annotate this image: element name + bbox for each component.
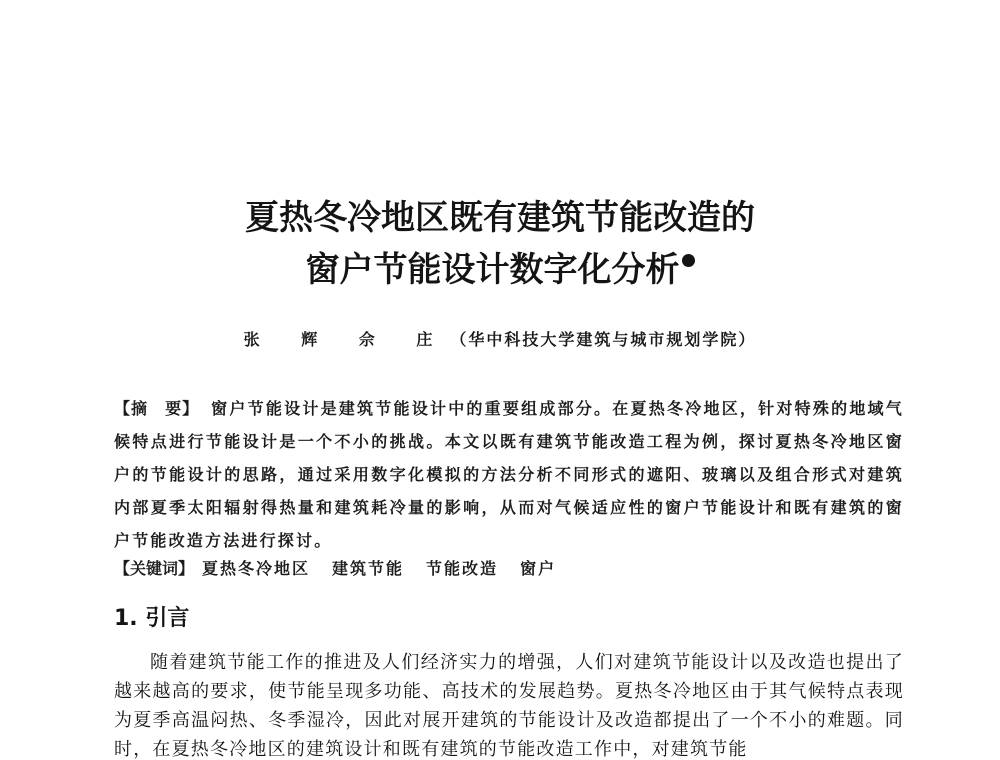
title-line-1 [0,196,1000,240]
title-line-2-text: 窗户节能设计数字化分析 [305,250,680,290]
keywords-label: 【关键词】 [114,559,195,578]
footnote-marker-icon [682,254,695,267]
title-line-1-text: 夏热冬冷地区既有建筑节能改造的 [245,198,755,238]
title-line-2 [0,248,1000,292]
keyword-item: 建筑节能 [332,559,405,578]
author-names: 张 辉 佘 庄 [243,330,451,349]
abstract-text: 窗户节能设计是建筑节能设计中的重要组成部分。在夏热冬冷地区，针对特殊的地域气候特点进行节能设计是一个不小的挑战。本文以既有建筑节能改造工程为例，探讨夏热冬冷地区窗户的节能设计的思路，通过采用数字化模拟的方法分析不同形式的遮阳、玻璃以及组合形式对建筑内部夏季太阳辐射得热量和建筑耗冷量的影响，从而对气候适应性的窗户节能设计和既有建筑的窗户节能改造方法进行探讨。 [114,399,904,550]
section-heading-introduction: 1. 引言 [114,606,190,631]
author-affiliation: （华中科技大学建筑与城市规划学院） [450,330,757,349]
keywords [114,556,904,582]
abstract-label: 【摘 要】 [114,399,200,418]
keyword-item: 节能改造 [426,559,499,578]
abstract [114,392,904,557]
keyword-item: 窗户 [520,559,557,578]
author-line [0,328,1000,352]
body-paragraph: 随着建筑节能工作的推进及人们经济实力的增强，人们对建筑节能设计以及改造也提出了越来越高的要求，使节能呈现多功能、高技术的发展趋势。夏热冬冷地区由于其气候特点表现为夏季高温闷热、冬季湿冷，因此对展开建筑的节能设计及改造都提出了一个不小的难题。同时，在夏热冬冷地区的建筑设计和既有建筑的节能改造工作中，对建筑节能 [114,652,904,760]
keyword-item: 夏热冬冷地区 [202,559,311,578]
